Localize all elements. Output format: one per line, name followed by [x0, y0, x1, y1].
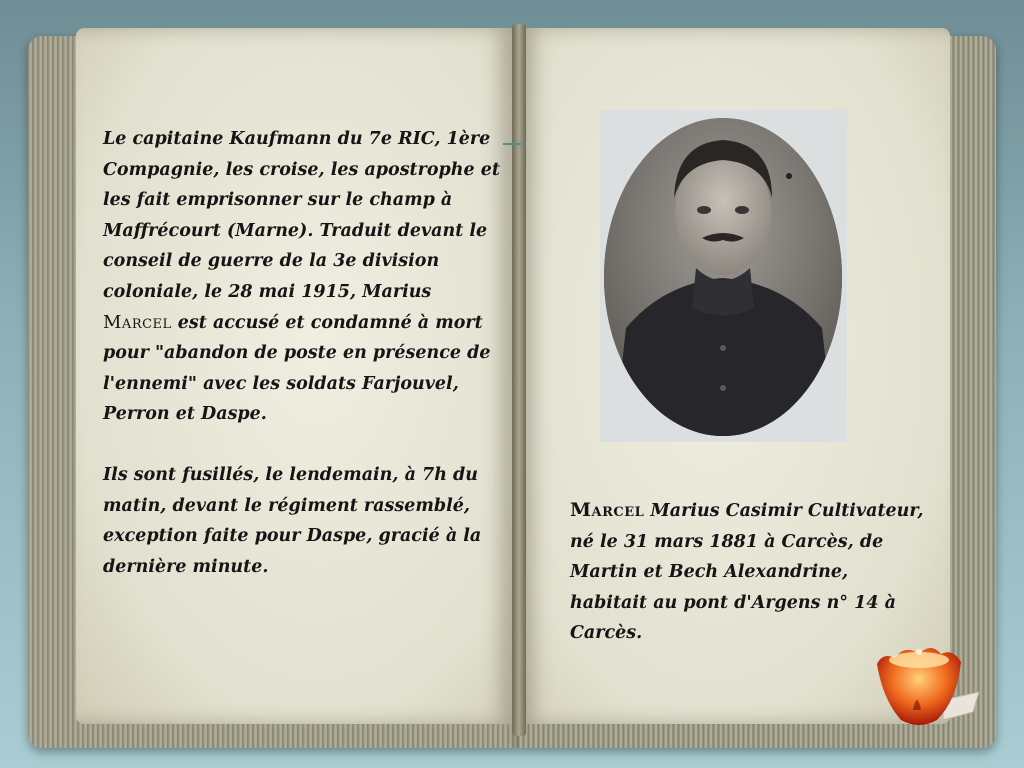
caption-text: Marcel Marius Casimir Cultivateur, né le 31 mars 1881 à Carcès, de Martin et Bech Alexandrine, habitait au pont d'Argens n° 14 à Carcès.	[570, 499, 924, 644]
paragraph-1: Le capitaine Kaufmann du 7e RIC, 1ère Compagnie, les croise, les apostrophe et les fait emprisonner sur le champ à Maffrécourt (Marne). Traduit devant le conseil de guerre de la 3e division coloniale, le 28 mai 1915, Marius Marcel est accusé et condamné à mort pour "abandon de poste en présence de l'ennemi" avec les soldats Farjouvel, Perron et Daspe.	[103, 129, 500, 425]
dash-mark	[503, 143, 521, 145]
paragraph-2: Ils sont fusillés, le lendemain, à 7h du matin, devant le régiment rassemblé, exception faite pour Daspe, gracié à la dernière minute.	[103, 464, 482, 577]
portrait-drawing	[604, 118, 842, 436]
caption-name: Marcel	[570, 499, 645, 521]
candle-icon	[873, 640, 983, 732]
book-spine	[512, 24, 526, 736]
left-page-text	[103, 124, 503, 582]
soldier-name: Marcel	[103, 311, 172, 333]
soldier-portrait	[604, 118, 842, 436]
